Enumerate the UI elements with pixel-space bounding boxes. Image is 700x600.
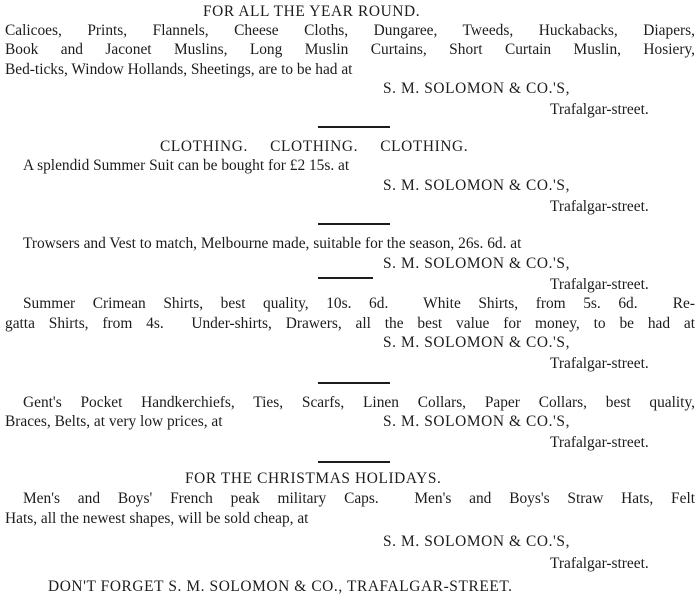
year-round-street: Trafalgar-street. <box>550 101 649 118</box>
christmas-firm: S. M. SOLOMON & CO.'S, <box>383 533 571 550</box>
clothing-line: A splendid Summer Suit can be bought for £2 15s. at <box>23 157 350 174</box>
footer-slogan: DON'T FORGET S. M. SOLOMON & CO., TRAFALGAR-STREET. <box>48 578 513 595</box>
handkerchiefs-line-2: Braces, Belts, at very low prices, at <box>5 413 223 430</box>
year-round-firm: S. M. SOLOMON & CO.'S, <box>383 80 571 97</box>
handkerchiefs-firm: S. M. SOLOMON & CO.'S, <box>383 413 571 430</box>
divider-rule <box>318 223 390 225</box>
trowsers-line: Trowsers and Vest to match, Melbourne made, suitable for the season, 26s. 6d. at <box>23 235 522 252</box>
shirts-street: Trafalgar-street. <box>550 355 649 372</box>
clothing-street: Trafalgar-street. <box>550 198 649 215</box>
christmas-street: Trafalgar-street. <box>550 555 649 572</box>
heading-christmas: FOR THE CHRISTMAS HOLIDAYS. <box>185 470 442 487</box>
shirts-firm: S. M. SOLOMON & CO.'S, <box>383 334 571 351</box>
christmas-line-1: Men's and Boys' French peak military Caps. Men's and Boys's Straw Hats, Felt <box>23 490 695 507</box>
handkerchiefs-line-1: Gent's Pocket Handkerchiefs, Ties, Scarfs, Linen Collars, Paper Collars, best quality, <box>23 394 695 411</box>
clothing-firm: S. M. SOLOMON & CO.'S, <box>383 177 571 194</box>
trowsers-firm: S. M. SOLOMON & CO.'S, <box>383 255 571 272</box>
handkerchiefs-street: Trafalgar-street. <box>550 434 649 451</box>
heading-year-round: FOR ALL THE YEAR ROUND. <box>203 3 421 20</box>
shirts-line-2: gatta Shirts, from 4s. Under-shirts, Drawers, all the best value for money, to be had at <box>5 315 695 332</box>
divider-rule <box>318 382 390 384</box>
year-round-line-1: Calicoes, Prints, Flannels, Cheese Cloths, Dungaree, Tweeds, Huckabacks, Diapers, <box>5 22 695 39</box>
year-round-line-3: Bed-ticks, Window Hollands, Sheetings, are to be had at <box>5 61 353 78</box>
divider-rule <box>318 461 390 463</box>
shirts-line-1: Summer Crimean Shirts, best quality, 10s. 6d. White Shirts, from 5s. 6d. Re- <box>23 295 695 312</box>
divider-rule <box>318 277 373 279</box>
christmas-line-2: Hats, all the newest shapes, will be sold cheap, at <box>5 510 309 527</box>
trowsers-street: Trafalgar-street. <box>550 276 649 293</box>
year-round-line-2: Book and Jaconet Muslins, Long Muslin Curtains, Short Curtain Muslin, Hosiery, <box>5 41 695 58</box>
divider-rule <box>318 126 390 128</box>
heading-clothing: CLOTHING. CLOTHING. CLOTHING. <box>160 138 469 155</box>
